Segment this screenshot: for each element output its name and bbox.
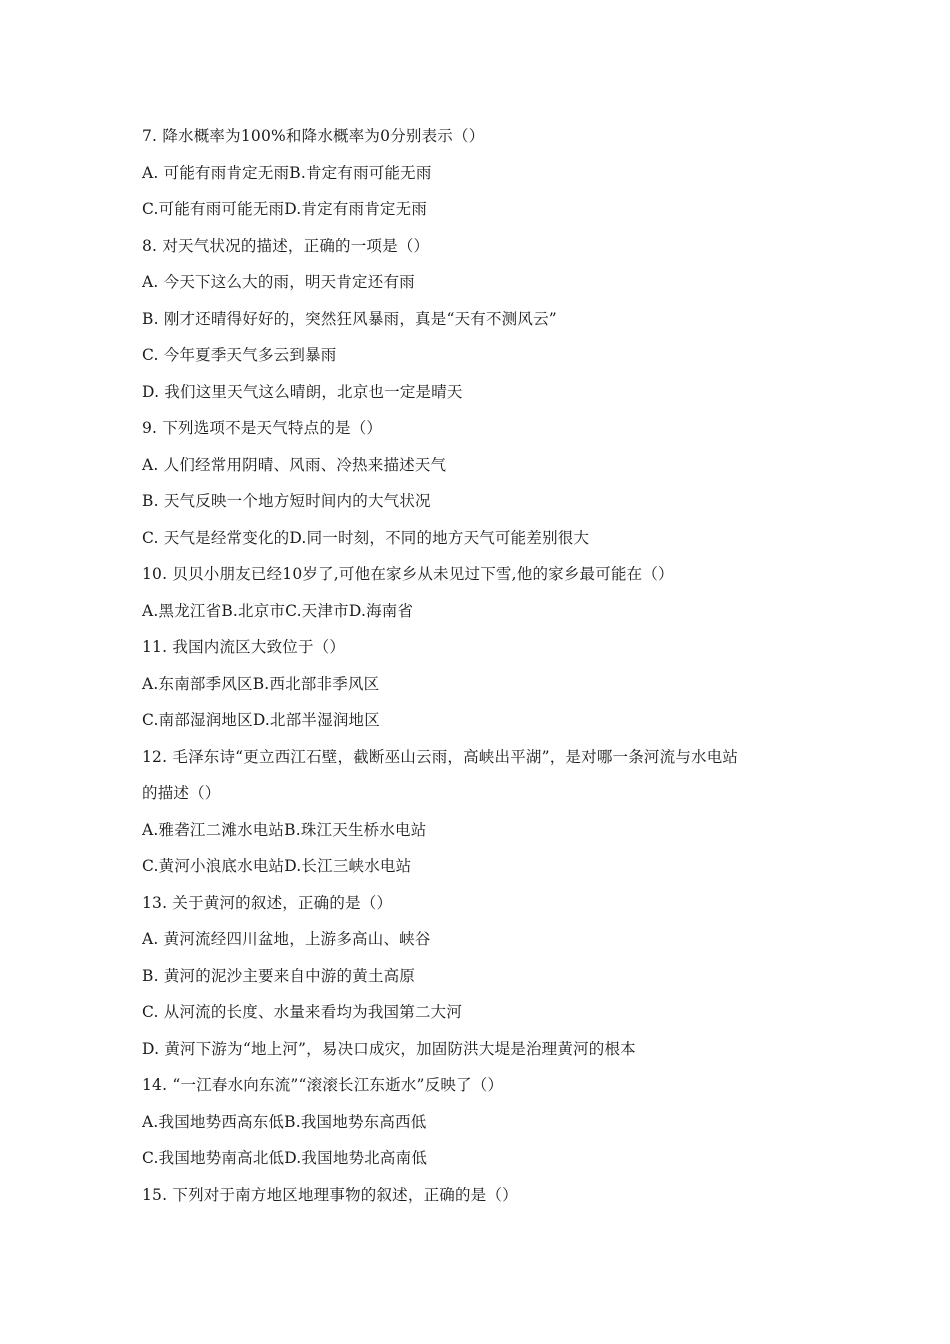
text-line: C.可能有雨可能无雨D.肯定有雨肯定无雨 bbox=[142, 200, 428, 218]
text-line: C.黄河小浪底水电站D.长江三峡水电站 bbox=[142, 857, 412, 875]
text-line: C.我国地势南高北低D.我国地势北高南低 bbox=[142, 1149, 428, 1167]
text-line: 10. 贝贝小朋友已经10岁了,可他在家乡从未见过下雪,他的家乡最可能在（） bbox=[142, 565, 674, 583]
text-line: A. 可能有雨肯定无雨B.肯定有雨可能无雨 bbox=[142, 163, 432, 182]
text-line: A.东南部季风区B.西北部非季风区 bbox=[142, 674, 380, 693]
text-line: 14. “一江春水向东流”“滚滚长江东逝水”反映了（） bbox=[142, 1076, 504, 1094]
text-line: A. 黄河流经四川盆地，上游多高山、峡谷 bbox=[142, 930, 431, 948]
text-line: C. 今年夏季天气多云到暴雨 bbox=[142, 346, 337, 364]
question-text-block bbox=[142, 118, 822, 1213]
text-line: 8. 对天气状况的描述，正确的一项是（） bbox=[142, 236, 430, 255]
text-line: B. 刚才还晴得好好的，突然狂风暴雨，真是“天有不测风云” bbox=[142, 309, 557, 328]
text-line: C. 天气是经常变化的D.同一时刻，不同的地方天气可能差别很大 bbox=[142, 528, 590, 547]
text-line: C.南部湿润地区D.北部半湿润地区 bbox=[142, 711, 380, 729]
text-line: 的描述（） bbox=[142, 784, 221, 802]
text-line: 13. 关于黄河的叙述，正确的是（） bbox=[142, 893, 393, 912]
text-line: A.黑龙江省B.北京市C.天津市D.海南省 bbox=[142, 601, 414, 620]
text-line: 15. 下列对于南方地区地理事物的叙述，正确的是（） bbox=[142, 1185, 518, 1204]
text-line: 12. 毛泽东诗“更立西江石壁，截断巫山云雨，高峡出平湖”，是对哪一条河流与水电站 bbox=[142, 747, 739, 766]
text-line: A. 今天下这么大的雨，明天肯定还有雨 bbox=[142, 273, 415, 291]
text-line: B. 黄河的泥沙主要来自中游的黄土高原 bbox=[142, 966, 416, 985]
text-line: 9. 下列选项不是天气特点的是（） bbox=[142, 419, 383, 437]
text-line: A.雅砻江二滩水电站B.珠江天生桥水电站 bbox=[142, 820, 427, 839]
text-line: A. 人们经常用阴晴、风雨、冷热来描述天气 bbox=[142, 455, 447, 474]
text-line: 7. 降水概率为100%和降水概率为0分别表示（） bbox=[142, 127, 485, 145]
text-line: D. 黄河下游为“地上河”，易决口成灾，加固防洪大堤是治理黄河的根本 bbox=[142, 1039, 636, 1058]
text-line: 11. 我国内流区大致位于（） bbox=[142, 638, 346, 656]
text-line: B. 天气反映一个地方短时间内的大气状况 bbox=[142, 492, 431, 510]
text-line: C. 从河流的长度、水量来看均为我国第二大河 bbox=[142, 1003, 463, 1021]
text-line: D. 我们这里天气这么晴朗，北京也一定是晴天 bbox=[142, 382, 463, 401]
text-line: A.我国地势西高东低B.我国地势东高西低 bbox=[142, 1112, 427, 1131]
